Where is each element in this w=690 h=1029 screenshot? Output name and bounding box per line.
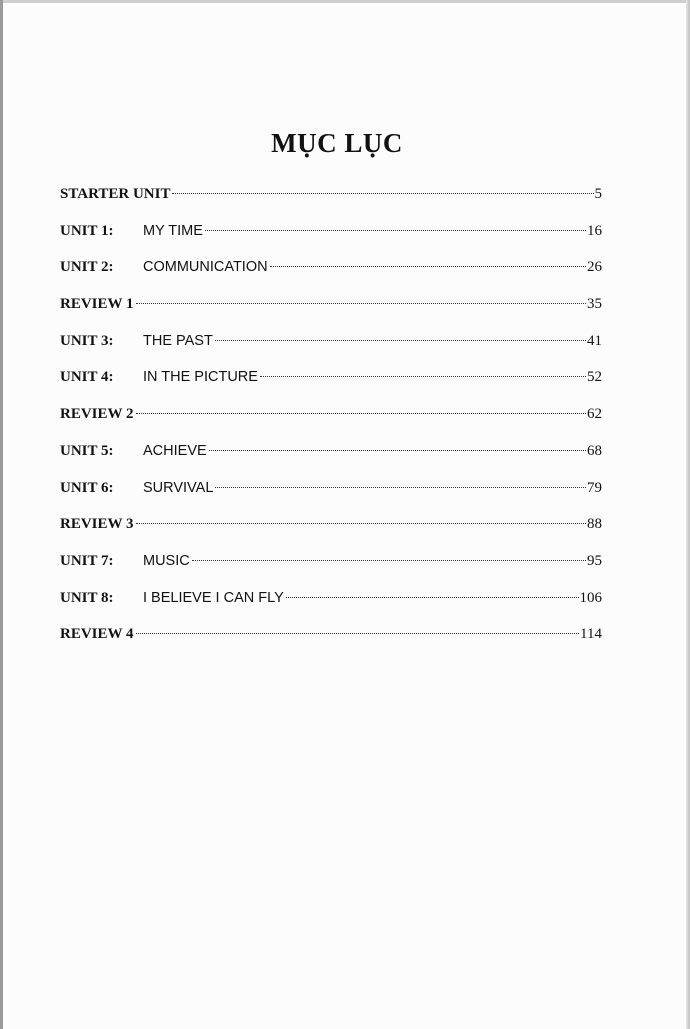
toc-entry-unit-6 [60, 480, 602, 517]
toc-entry-title: MUSIC [143, 552, 190, 569]
dot-leader [136, 633, 580, 634]
toc-page-number: 35 [587, 296, 602, 313]
dot-leader [270, 266, 586, 267]
toc-entry-unit-2 [60, 259, 602, 296]
toc-entry-label: UNIT 4: [60, 369, 114, 386]
toc-entry-starter-unit [60, 186, 602, 223]
toc-entry-unit-1 [60, 223, 602, 260]
toc-page-number: 41 [587, 332, 602, 349]
dot-leader [192, 560, 586, 561]
toc-entry-title: ACHIEVE [143, 442, 207, 459]
toc-entry-label: UNIT 2: [60, 259, 114, 276]
toc-page-number: 5 [594, 186, 602, 202]
dot-leader [136, 303, 587, 304]
toc-entry-title: MY TIME [143, 222, 203, 239]
toc-entry-label: UNIT 3: [60, 332, 114, 349]
toc-page-number: 114 [580, 626, 602, 643]
toc-entry-unit-7 [60, 553, 602, 590]
table-of-contents [60, 186, 602, 663]
dot-leader [172, 193, 593, 194]
toc-page-number: 88 [587, 516, 602, 533]
toc-page-number: 95 [587, 552, 602, 569]
toc-entry-label: REVIEW 1 [60, 296, 134, 313]
toc-page-number: 16 [587, 222, 602, 239]
page-edge-right [686, 0, 690, 1029]
toc-page-number: 62 [587, 406, 602, 423]
page-edge-top [0, 0, 690, 3]
toc-entry-title: IN THE PICTURE [143, 369, 258, 386]
dot-leader [136, 523, 587, 524]
toc-entry-title: THE PAST [143, 332, 213, 349]
toc-entry-review-4 [60, 626, 602, 663]
page-title: MỤC LỤC [271, 128, 403, 159]
toc-entry-label: UNIT 8: [60, 589, 114, 606]
dot-leader [286, 597, 579, 598]
toc-page-number: 106 [579, 589, 602, 606]
toc-entry-review-3 [60, 516, 602, 553]
toc-entry-title: I BELIEVE I CAN FLY [143, 589, 284, 606]
dot-leader [205, 230, 586, 231]
toc-entry-label: UNIT 5: [60, 442, 114, 459]
dot-leader [260, 376, 586, 377]
toc-entry-title: SURVIVAL [143, 479, 214, 496]
toc-page-number: 79 [587, 479, 602, 496]
toc-entry-unit-5 [60, 443, 602, 480]
toc-entry-label: UNIT 1: [60, 222, 114, 239]
toc-entry-label: UNIT 6: [60, 479, 114, 496]
dot-leader [215, 487, 586, 488]
toc-page-number: 52 [587, 369, 602, 386]
toc-entry-unit-3 [60, 333, 602, 370]
toc-entry-label: REVIEW 4 [60, 626, 134, 643]
toc-entry-label: REVIEW 2 [60, 406, 134, 423]
toc-entry-unit-4 [60, 369, 602, 406]
toc-page-number: 68 [587, 442, 602, 459]
toc-entry-label: UNIT 7: [60, 552, 114, 569]
toc-entry-review-2 [60, 406, 602, 443]
dot-leader [209, 450, 586, 451]
dot-leader [215, 340, 586, 341]
toc-page-number: 26 [587, 259, 602, 276]
toc-entry-label: STARTER UNIT [60, 186, 171, 202]
toc-entry-label: REVIEW 3 [60, 516, 134, 533]
dot-leader [136, 413, 587, 414]
toc-entry-unit-8 [60, 590, 602, 627]
toc-entry-title: COMMUNICATION [143, 259, 268, 276]
toc-entry-review-1 [60, 296, 602, 333]
